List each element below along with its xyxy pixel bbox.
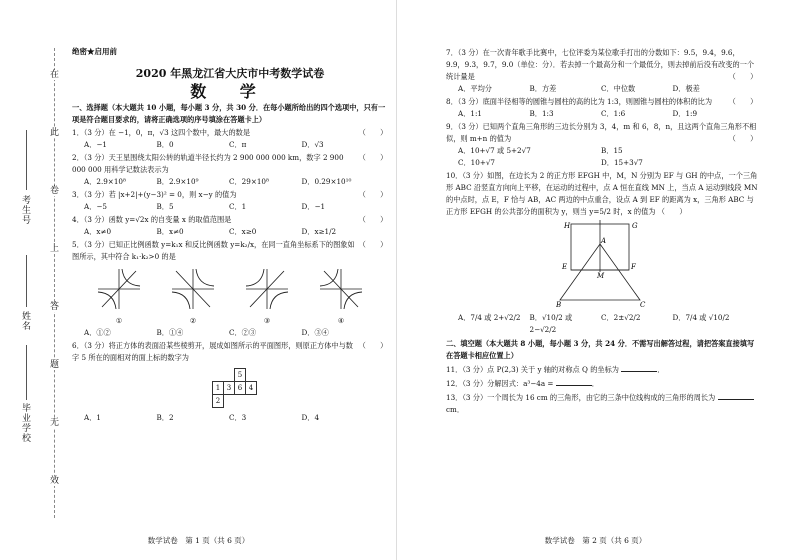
- question-10: [446, 170, 758, 218]
- question-7-text: 7．（3 分）在一次青年歌手比赛中，七位评委为某位歌手打出的分数如下：9.5，9.4，9.6，9.9，9.3，9.7，9.0（单位：分）．若去掉一个最高分和一个最低分，则去掉前后没有改变的一个统计量是: [446, 48, 755, 81]
- section-2-heading: 二、填空题（本大题共 8 小题，每小题 3 分，共 24 分．不需写出解答过程，请把答案直接填写在答题卡相应位置上）: [446, 339, 755, 360]
- option: C．2±√2/2: [601, 313, 641, 322]
- question-4: [72, 214, 388, 226]
- seal-char-3: 卷: [50, 186, 60, 196]
- answer-paren: （ ）: [657, 207, 687, 216]
- option: B．①④: [156, 328, 184, 337]
- option: D．4: [301, 413, 320, 422]
- graph-3: [242, 265, 292, 313]
- option: C．1: [229, 202, 247, 211]
- page2-content: [446, 46, 758, 416]
- net-cell: 3: [224, 382, 235, 395]
- question-12: 12．（3 分）分解因式：a³−4a = ．: [446, 379, 599, 388]
- question-1-text: 1．（3 分）在 −1，0，π，√3 这四个数中，最大的数是: [72, 128, 251, 137]
- answer-paren: （ ）: [358, 215, 388, 224]
- page1-content: [72, 46, 388, 424]
- question-6: [72, 340, 388, 364]
- seal-char-7: 无: [50, 418, 60, 428]
- option: C．②③: [229, 328, 257, 337]
- option: C．x≥0: [229, 227, 257, 236]
- option: A．7/4 或 2+√2/2: [458, 313, 521, 322]
- option: B．0: [156, 140, 174, 149]
- answer-blank: [718, 391, 754, 400]
- question-13-text: 13．（3 分）一个周长为 16 cm 的三角形，由它的三条中位线构成的三角形的周长为: [446, 393, 716, 402]
- option: B．5: [156, 202, 174, 211]
- option: B．2.9×10⁹: [156, 177, 199, 186]
- question-4-text: 4．（3 分）函数 y=√2x 的自变量 x 的取值范围是: [72, 215, 232, 224]
- net-cell: 4: [246, 382, 257, 395]
- question-8-options: [446, 108, 758, 120]
- question-9: [446, 121, 758, 145]
- option: A．平均分: [458, 84, 492, 93]
- option: D．0.29×10¹⁰: [301, 177, 352, 186]
- option: A．2.9×10⁸: [84, 177, 126, 186]
- question-1: [72, 127, 388, 139]
- option: A．1:1: [458, 109, 482, 118]
- question-5-text: 5．（3 分）已知正比例函数 y=k₁x 和反比例函数 y=k₂/x，在同一直角坐标系下的图象如图所示，其中符合 k₁·k₂>0 的是: [72, 240, 355, 261]
- question-2-text: 2．（3 分）天王星围绕太阳公转的轨道半径长约为 2 900 000 000 km，数字 2 900 000 000 用科学记数法表示为: [72, 153, 344, 174]
- question-2-options: [72, 176, 388, 188]
- name-label: 姓名: [22, 312, 32, 332]
- answer-paren: （ ）: [728, 134, 758, 143]
- exam-title: 2020 年黑龙江省大庆市中考数学试卷: [135, 67, 325, 80]
- question-5-options: [72, 327, 388, 339]
- seal-char-2: 此: [50, 128, 60, 138]
- option: B．2: [156, 413, 174, 422]
- answer-paren: （ ）: [358, 153, 388, 162]
- answer-paren: （ ）: [358, 128, 388, 137]
- label-F: F: [631, 263, 636, 271]
- option: D．√3: [301, 140, 324, 149]
- graph-label: ③: [263, 317, 271, 325]
- page-2-footer: 数学试卷 第 2 页（共 6 页）: [544, 536, 647, 545]
- student-id-label: 考生号: [22, 196, 32, 226]
- question-10-text: 10．（3 分）如图，在边长为 2 的正方形 EFGH 中，M，N 分别为 EF 与 GH 的中点，一个三角形 ABC 沿竖直方向向上平移，在运动的过程中，点 A 恒在直线 MN 上，当点 A 运动到线段 MN 的中点时，点 E，F 恰与 AB，AC 两边的中点重合，设点 A 到 EF 的距离为 x，三角形 ABC 与正方形 EFGH 的公共部分的面积为 y，则当 y=5/2 时，x 的值为: [446, 171, 758, 216]
- graph-label: ①: [115, 317, 123, 325]
- cube-net-figure: [202, 368, 388, 408]
- question-11-text: 11．（3 分）点 P(2,3) 关于 y 轴的对称点 Q 的坐标为: [446, 365, 619, 374]
- question-11: 11．（3 分）点 P(2,3) 关于 y 轴的对称点 Q 的坐标为 ．: [446, 365, 665, 374]
- label-M: M: [597, 272, 605, 280]
- question-9-options: [446, 145, 758, 169]
- question-5-graphs: [72, 263, 388, 315]
- question-3: [72, 189, 388, 201]
- question-7-options: [446, 83, 758, 95]
- answer-paren: （ ）: [728, 72, 758, 81]
- answer-paren: （ ）: [358, 341, 388, 350]
- square-triangle-figure: [556, 220, 656, 308]
- option: C．10+√7: [458, 158, 496, 167]
- question-7: [446, 47, 758, 83]
- question-12-text: 12．（3 分）分解因式：a³−4a =: [446, 379, 554, 388]
- question-8-text: 8．（3 分）底面半径相等的圆锥与圆柱的高的比为 1:3，则圆锥与圆柱的体积的比为: [446, 97, 713, 106]
- answer-paren: （ ）: [728, 97, 758, 106]
- option: A．−1: [84, 140, 107, 149]
- secret-label: 绝密★启用前: [72, 47, 117, 56]
- school-line: [26, 345, 27, 400]
- graph-2: [168, 265, 218, 313]
- question-5: [72, 239, 388, 263]
- question-6-options: [72, 412, 388, 424]
- answer-paren: （ ）: [358, 240, 388, 249]
- seal-char-1: 在: [50, 70, 60, 80]
- option: D．−1: [301, 202, 326, 211]
- page-1-footer: 数学试卷 第 1 页（共 6 页）: [147, 536, 250, 545]
- net-cell: 1: [213, 382, 224, 395]
- net-cell: 5: [235, 369, 246, 382]
- option: C．3: [229, 413, 247, 422]
- question-9-text: 9．（3 分）已知两个直角三角形的三边长分别为 3，4，m 和 6，8，n，且这两个直角三角形不相似，则 m+n 的值为: [446, 122, 757, 143]
- label-A: A: [601, 237, 607, 245]
- option: A．①②: [84, 328, 111, 337]
- option: D．③④: [301, 328, 329, 337]
- question-10-options: [446, 312, 758, 336]
- unit-text: cm．: [446, 405, 465, 414]
- question-10-figure: [556, 220, 758, 312]
- graph-4: [316, 265, 366, 313]
- option: A．1: [84, 413, 101, 422]
- net-cell: 6: [235, 382, 246, 395]
- option: D．1:9: [672, 109, 698, 118]
- option: B．√10/2 或 2−√2/2: [529, 313, 573, 334]
- school-label: 毕业学校: [22, 404, 32, 444]
- graph-label: ②: [189, 317, 197, 325]
- question-6-text: 6．（3 分）将正方体的表面沿某些棱剪开，展成如图所示的平面图形，则原正方体中与数字 5 所在的面相对的面上标的数字为: [72, 341, 353, 362]
- question-5-graph-labels: [72, 315, 388, 327]
- question-13: [446, 391, 758, 416]
- label-E: E: [562, 263, 568, 271]
- seal-char-4: 上: [50, 244, 60, 254]
- option: C．中位数: [601, 84, 636, 93]
- option: C．1:6: [601, 109, 626, 118]
- question-1-options: [72, 139, 388, 151]
- subject-title: 数 学: [190, 82, 270, 101]
- option: A．x≠0: [84, 227, 112, 236]
- label-H: H: [564, 222, 571, 230]
- seal-char-5: 答: [50, 302, 60, 312]
- question-3-text: 3．（3 分）若 |x+2|+(y−3)² = 0，则 x−y 的值为: [72, 190, 237, 199]
- option: A．−5: [84, 202, 107, 211]
- option: B．1:3: [529, 109, 554, 118]
- label-B: B: [556, 301, 562, 308]
- seal-char-8: 效: [50, 476, 60, 486]
- net-cell: 2: [213, 395, 224, 408]
- question-4-options: [72, 226, 388, 238]
- seal-char-6: 题: [50, 360, 60, 370]
- option: B．方差: [529, 84, 557, 93]
- option: A．10+√7 或 5+2√7: [458, 146, 531, 155]
- option: C．29×10⁸: [229, 177, 269, 186]
- question-2: [72, 152, 388, 176]
- answer-blank: [621, 363, 657, 372]
- graph-label: ④: [337, 317, 345, 325]
- option: D．7/4 或 √10/2: [672, 313, 730, 322]
- question-3-options: [72, 201, 388, 213]
- seal-dashed-line: [54, 48, 55, 518]
- label-G: G: [632, 222, 638, 230]
- answer-paren: （ ）: [358, 190, 388, 199]
- label-C: C: [640, 301, 646, 308]
- option: C．π: [229, 140, 247, 149]
- option: D．极差: [672, 84, 700, 93]
- section-1-heading: 一、选择题（本大题共 10 小题，每小题 3 分，共 30 分．在每小题所给出的四个选项中，只有一项是符合题目要求的，请将正确选项的序号填涂在答题卡上）: [72, 103, 386, 124]
- option: B．15: [601, 146, 623, 155]
- binding-margin: [0, 0, 62, 560]
- answer-blank: [556, 377, 592, 386]
- graph-1: [94, 265, 144, 313]
- option: B．x≠0: [156, 227, 184, 236]
- question-8: [446, 96, 758, 108]
- option: D．x≥1/2: [301, 227, 337, 236]
- name-line: [26, 255, 27, 307]
- student-id-line: [26, 130, 27, 190]
- option: D．15+3√7: [601, 158, 643, 167]
